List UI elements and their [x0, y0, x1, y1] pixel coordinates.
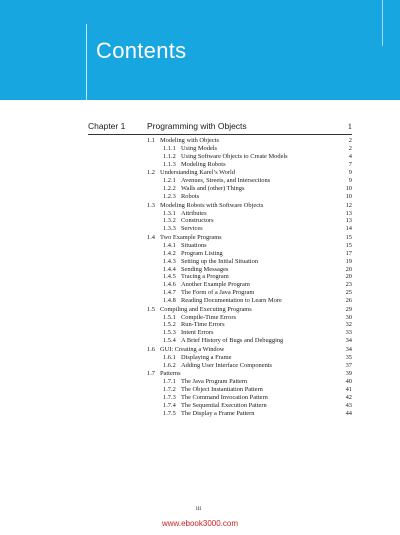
toc-entry-page: 40 [345, 378, 352, 386]
toc-subsection[interactable] [147, 153, 352, 161]
toc-entry-number: 1.7.4 [163, 401, 176, 409]
toc-subsection[interactable] [147, 225, 352, 233]
toc-entry-title: Avenues, Streets, and Intersections [181, 177, 271, 185]
toc-entry-title: Intent Errors [181, 329, 214, 337]
toc-entry-page: 15 [345, 241, 352, 249]
toc-entry-number: 1.6.1 [163, 353, 176, 361]
header-banner [0, 0, 400, 100]
toc-subsection[interactable] [147, 217, 352, 225]
toc-entry-number: 1.3 [147, 201, 155, 209]
toc-entry-title: Attributes [181, 209, 207, 217]
banner-divider [86, 24, 87, 100]
toc-subsection[interactable] [147, 378, 352, 386]
toc-entry-number: 1.5.3 [163, 329, 176, 337]
toc-entry-number: 1.4.3 [163, 257, 176, 265]
toc-entry-number: 1.3.2 [163, 217, 176, 225]
toc-entry-title: Using Models [181, 144, 218, 152]
toc-entry-page: 35 [345, 353, 352, 361]
banner-edge-line [382, 0, 383, 46]
toc-subsection[interactable] [147, 410, 352, 418]
toc-entry-page: 4 [348, 152, 352, 160]
toc-entry-title: Modeling Robots with Software Objects [160, 201, 264, 209]
toc-entry-title: Two Example Programs [160, 234, 222, 242]
chapter-divider [88, 134, 352, 135]
toc-entry-page: 7 [348, 160, 352, 168]
toc-entry-number: 1.5 [147, 305, 155, 313]
toc-entry-page: 10 [345, 192, 352, 200]
toc-section[interactable] [147, 346, 352, 354]
toc-entry-number: 1.2.1 [163, 177, 176, 185]
toc-subsection[interactable] [147, 394, 352, 402]
toc-subsection[interactable] [147, 297, 352, 305]
toc-entry-page: 14 [345, 225, 352, 233]
toc-entry-number: 1.6 [147, 345, 155, 353]
toc-entry-page: 9 [348, 177, 352, 185]
toc-entry-number: 1.4.8 [163, 296, 176, 304]
toc-entry-page: 33 [345, 329, 352, 337]
chapter-page-number: 1 [347, 121, 352, 131]
toc-entry-number: 1.7 [147, 370, 155, 378]
chapter-title: Programming with Objects [147, 121, 247, 131]
toc-subsection[interactable] [147, 250, 352, 258]
toc-entry-title: Understanding Karel’s World [160, 169, 235, 177]
toc-entry-page: 42 [345, 394, 352, 401]
toc-entry-page: 44 [345, 409, 352, 417]
toc-entry-page: 9 [348, 169, 352, 177]
toc-section[interactable] [147, 234, 352, 242]
toc-entry-page: 26 [345, 296, 352, 304]
toc-subsection[interactable] [147, 386, 352, 394]
toc-entry-title: Another Example Program [181, 281, 250, 289]
toc-entry-page: 23 [345, 281, 352, 289]
toc-entry-title: Modeling Robots [181, 160, 226, 168]
toc-entry-page: 13 [345, 209, 352, 217]
toc-entry-title: Run-Time Errors [181, 321, 225, 329]
toc-list [147, 137, 352, 418]
toc-subsection[interactable] [147, 354, 352, 362]
toc-entry-page: 20 [345, 273, 352, 281]
toc-entry-number: 1.3.1 [163, 209, 176, 217]
toc-entry-title: Services [181, 225, 203, 233]
toc-entry-title: Sending Messages [181, 265, 229, 273]
toc-entry-page: 10 [345, 185, 352, 193]
toc-subsection[interactable] [147, 289, 352, 297]
toc-entry-number: 1.1.3 [163, 160, 176, 168]
toc-entry-page: 30 [345, 313, 352, 321]
toc-subsection[interactable] [147, 145, 352, 153]
toc-entry-number: 1.4 [147, 234, 155, 242]
toc-entry-title: The Sequential Execution Pattern [181, 401, 267, 409]
source-watermark[interactable]: www.ebook3000.com [161, 519, 239, 528]
toc-entry-title: The Display a Frame Pattern [181, 409, 255, 417]
toc-subsection[interactable] [147, 193, 352, 201]
toc-entry-number: 1.6.2 [163, 361, 176, 369]
toc-entry-title: Reading Documentation to Learn More [181, 296, 282, 304]
page-number: iii [196, 506, 202, 512]
toc-entry-page: 29 [345, 305, 352, 313]
toc-section[interactable] [147, 306, 352, 314]
toc-entry-title: Robots [181, 192, 200, 200]
toc-subsection[interactable] [147, 210, 352, 218]
toc-entry-title: Compiling and Executing Programs [160, 305, 252, 313]
toc-entry-number: 1.4.5 [163, 273, 176, 281]
toc-entry-page: 2 [348, 137, 352, 144]
toc-entry-page: 19 [345, 257, 352, 265]
toc-entry-number: 1.4.2 [163, 249, 176, 257]
toc-subsection[interactable] [147, 314, 352, 322]
toc-entry-title: The Java Program Pattern [181, 378, 248, 386]
toc-entry-page: 34 [345, 345, 352, 353]
toc-entry-number: 1.4.1 [163, 241, 176, 249]
toc-subsection[interactable] [147, 281, 352, 289]
toc-entry-number: 1.5.2 [163, 321, 176, 329]
toc-entry-title: A Brief History of Bugs and Debugging [181, 337, 284, 345]
toc-entry-number: 1.4.6 [163, 281, 176, 289]
toc-entry-title: Modeling with Objects [160, 137, 219, 144]
toc-entry-title: The Form of a Java Program [181, 289, 255, 297]
toc-subsection[interactable] [147, 185, 352, 193]
toc-entry-number: 1.2 [147, 169, 155, 177]
toc-entry-number: 1.3.3 [163, 225, 176, 233]
toc-entry-page: 32 [345, 321, 352, 329]
toc-entry-page: 39 [345, 370, 352, 378]
toc-entry-page: 41 [345, 386, 352, 394]
toc-section[interactable] [147, 137, 352, 145]
toc-entry-page: 15 [345, 234, 352, 242]
toc-entry-number: 1.1 [147, 137, 155, 144]
toc-subsection[interactable] [147, 329, 352, 337]
toc-subsection[interactable] [147, 273, 352, 281]
toc-entry-title: Compile-Time Errors [181, 313, 236, 321]
toc-entry-number: 1.1.1 [163, 144, 176, 152]
toc-subsection[interactable] [147, 321, 352, 329]
toc-entry-page: 37 [345, 361, 352, 369]
toc-entry-number: 1.7.2 [163, 386, 176, 394]
toc-entry-number: 1.7.1 [163, 378, 176, 386]
toc-subsection[interactable] [147, 402, 352, 410]
toc-entry-title: Displaying a Frame [181, 353, 232, 361]
toc-entry-number: 1.1.2 [163, 152, 176, 160]
toc-entry-page: 12 [345, 201, 352, 209]
toc-entry-number: 1.7.3 [163, 394, 176, 401]
toc-entry-title: Situations [181, 241, 207, 249]
toc-entry-number: 1.4.7 [163, 289, 176, 297]
page-title: Contents [96, 38, 187, 63]
toc-subsection[interactable] [147, 337, 352, 345]
toc-entry-page: 20 [345, 265, 352, 273]
toc-entry-title: Adding User Interface Components [181, 361, 273, 369]
toc-entry-page: 2 [348, 144, 352, 152]
toc-entry-title: GUI: Creating a Window [160, 345, 225, 353]
toc-entry-number: 1.5.1 [163, 313, 176, 321]
toc-entry-title: The Command Invocation Pattern [181, 394, 268, 401]
toc-subsection[interactable] [147, 242, 352, 250]
chapter-heading[interactable] [88, 121, 352, 134]
toc-entry-title: The Object Instantiation Pattern [181, 386, 263, 394]
toc-section[interactable] [147, 169, 352, 177]
toc-subsection[interactable] [147, 362, 352, 370]
toc-subsection[interactable] [147, 161, 352, 169]
toc-entry-number: 1.2.3 [163, 192, 176, 200]
toc-section[interactable] [147, 202, 352, 210]
toc-subsection[interactable] [147, 266, 352, 274]
toc-entry-title: Program Listing [181, 249, 223, 257]
toc-entry-page: 34 [345, 337, 352, 345]
toc-entry-title: Patterns [160, 370, 181, 378]
toc-entry-number: 1.4.4 [163, 265, 176, 273]
toc-subsection[interactable] [147, 258, 352, 266]
toc-entry-title: Using Software Objects to Create Models [181, 152, 288, 160]
toc-section[interactable] [147, 370, 352, 378]
toc-entry-title: Setting up the Initial Situation [181, 257, 259, 265]
toc-entry-page: 25 [345, 289, 352, 297]
chapter-label: Chapter 1 [88, 121, 126, 131]
toc-entry-number: 1.7.5 [163, 409, 176, 417]
toc-entry-page: 17 [345, 249, 352, 257]
toc-entry-page: 13 [345, 217, 352, 225]
toc-entry-number: 1.2.2 [163, 185, 176, 193]
toc-entry-title: Walls and (other) Things [181, 185, 245, 193]
toc-entry-title: Tracing a Program [181, 273, 229, 281]
toc-subsection[interactable] [147, 177, 352, 185]
toc-entry-title: Constructors [181, 217, 214, 225]
toc-entry-number: 1.5.4 [163, 337, 176, 345]
toc-entry-page: 43 [345, 401, 352, 409]
